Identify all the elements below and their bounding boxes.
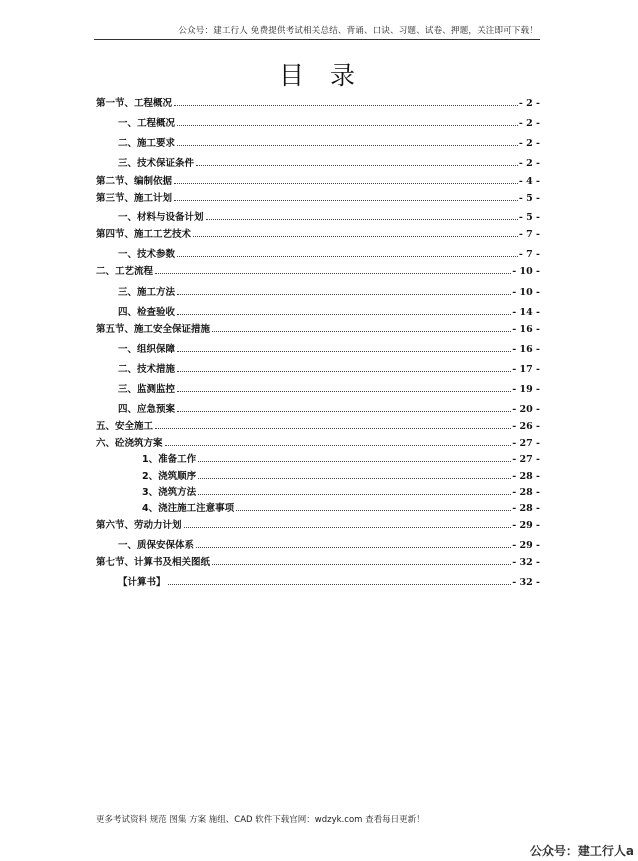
toc-entry[interactable] [96,223,540,240]
toc-entry-title: 第三节、施工计划 [96,193,173,204]
toc-entry-title: 二、工艺流程 [96,266,154,277]
toc-leader-dots [174,187,518,201]
toc-entry[interactable] [118,534,540,551]
toc-entry-title: 第六节、劳动力计划 [96,520,182,531]
toc-entry[interactable] [118,132,540,149]
toc-entry-page: - 14 - [512,307,540,318]
toc-leader-dots [168,571,512,585]
toc-entry[interactable] [118,281,540,298]
toc-entry-page: - 2 - [518,158,540,169]
toc-leader-dots [155,260,511,274]
toc-entry-title: 三、监测监控 [118,384,176,395]
toc-entry-title: 2、浇筑顺序 [142,471,197,482]
toc-leader-dots [165,432,512,446]
toc-entry[interactable] [118,206,540,223]
toc-entry-page: - 32 - [512,577,540,588]
toc-entry-page: - 5 - [518,193,540,204]
toc-entry[interactable] [142,448,540,465]
toc-leader-dots [184,514,512,528]
toc-entry-title: 一、材料与设备计划 [118,212,204,223]
toc-leader-dots [174,170,518,184]
toc-entry-page: - 7 - [518,229,540,240]
toc-entry-page: - 27 - [512,438,540,449]
toc-entry-title: 二、技术措施 [118,364,176,375]
toc-entry-page: - 4 - [518,176,540,187]
toc-entry-title: 三、技术保证条件 [118,158,195,169]
toc-leader-dots [177,243,518,257]
toc-entry[interactable] [96,432,540,449]
toc-leader-dots [177,358,511,372]
toc-entry-page: - 5 - [518,212,540,223]
toc-leader-dots [177,398,511,412]
toc-leader-dots [198,448,511,462]
toc-entry-page: - 32 - [512,557,540,568]
toc-leader-dots [177,132,518,146]
toc-leader-dots [236,497,511,511]
toc-leader-dots [196,534,511,548]
toc-entry-page: - 16 - [512,344,540,355]
toc-entry-title: 二、施工要求 [118,138,176,149]
header-note: 公众号：建工行人 免费提供考试相关总结、背诵、口诀、习题、试卷、押题，关注即可下载！ [178,26,538,36]
toc-entry[interactable] [118,112,540,129]
toc-entry-page: - 7 - [518,249,540,260]
toc-entry-page: - 28 - [512,487,540,498]
toc-entry[interactable] [118,398,540,415]
toc-entry[interactable] [96,260,540,277]
toc-entry[interactable] [142,481,540,498]
toc-entry-title: 四、应急预案 [118,404,176,415]
footer-note: 更多考试资料 规范 图集 方案 施组、CAD 软件下载官网：wdzyk.com 查看每日更新！ [96,815,425,825]
watermark-text: 公众号：建工行人a [529,844,634,858]
toc-entry[interactable] [96,92,540,109]
toc-entry-page: - 10 - [512,287,540,298]
toc-leader-dots [212,551,511,565]
toc-entry[interactable] [118,378,540,395]
toc-entry-page: - 2 - [518,98,540,109]
toc-entry-title: 第七节、计算书及相关图纸 [96,557,211,568]
toc-entry-title: 一、工程概况 [118,118,176,129]
toc-leader-dots [177,338,511,352]
toc-entry[interactable] [96,514,540,531]
toc-leader-dots [177,378,511,392]
toc-leader-dots [198,481,511,495]
toc-entry[interactable] [118,301,540,318]
toc-entry-title: 第四节、施工工艺技术 [96,229,192,240]
toc-leader-dots [177,112,518,126]
toc-entry-title: 四、检查验收 [118,307,176,318]
toc-entry[interactable] [96,187,540,204]
toc-entry-page: - 19 - [512,384,540,395]
toc-title: 目录 [278,61,381,90]
toc-entry-title: 三、施工方法 [118,287,176,298]
toc-entry-title: 一、质保安保体系 [118,540,195,551]
toc-entry-title: 4、浇注施工注意事项 [142,503,235,514]
toc-entry-title: 1、准备工作 [142,454,197,465]
toc-entry-title: 五、安全施工 [96,421,154,432]
toc-entry-page: - 28 - [512,503,540,514]
toc-entry[interactable] [96,551,540,568]
toc-entry-title: 六、砼浇筑方案 [96,438,163,449]
toc-leader-dots [212,318,511,332]
toc-entry[interactable] [96,170,540,187]
toc-entry-title: 【计算书】 [118,577,166,588]
toc-entry-page: - 20 - [512,404,540,415]
toc-entry-title: 第一节、工程概况 [96,98,173,109]
toc-entry[interactable] [142,497,540,514]
toc-entry-page: - 28 - [512,471,540,482]
toc-entry[interactable] [118,338,540,355]
toc-entry-page: - 29 - [512,540,540,551]
toc-entry[interactable] [96,318,540,335]
toc-leader-dots [206,206,518,220]
toc-entry-page: - 27 - [512,454,540,465]
toc-entry-page: - 17 - [512,364,540,375]
toc-entry-page: - 2 - [518,118,540,129]
header-rule [94,39,540,40]
toc-entry-title: 3、浇筑方法 [142,487,197,498]
toc-leader-dots [155,415,511,429]
toc-entry[interactable] [118,571,540,588]
toc-leader-dots [193,223,518,237]
toc-leader-dots [196,152,518,166]
toc-entry-title: 一、组织保障 [118,344,176,355]
toc-entry[interactable] [118,358,540,375]
toc-entry-page: - 10 - [512,266,540,277]
toc-leader-dots [177,281,511,295]
toc-leader-dots [198,465,511,479]
toc-entry[interactable] [96,415,540,432]
toc-entry-page: - 26 - [512,421,540,432]
toc-entry-page: - 16 - [512,324,540,335]
toc-entry-title: 第二节、编制依据 [96,176,173,187]
toc-entry-title: 第五节、施工安全保证措施 [96,324,211,335]
toc-entry-page: - 2 - [518,138,540,149]
toc-entry[interactable] [118,243,540,260]
toc-entry-page: - 29 - [512,520,540,531]
toc-entry[interactable] [118,152,540,169]
toc-entry[interactable] [142,465,540,482]
toc-leader-dots [174,92,518,106]
toc-entry-title: 一、技术参数 [118,249,176,260]
toc-leader-dots [177,301,511,315]
